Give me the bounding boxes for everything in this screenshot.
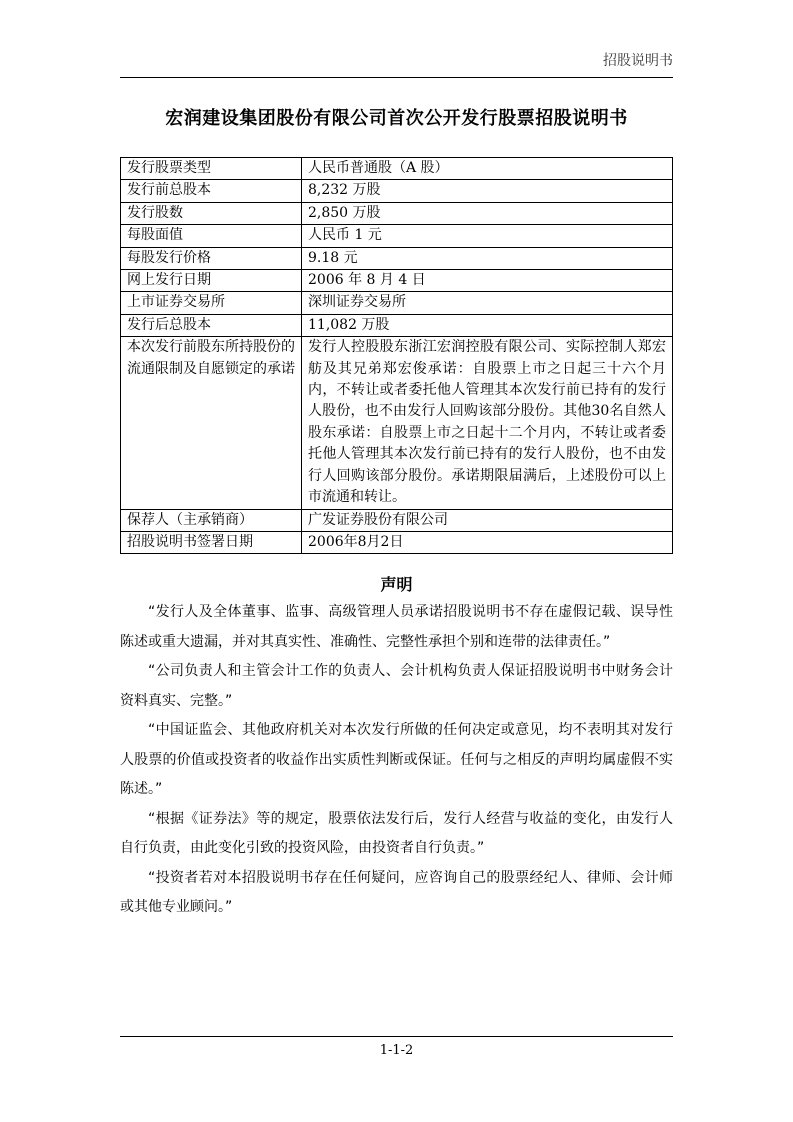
row-value: 人民币 1 元 — [302, 225, 673, 247]
statement-paragraph: “中国证监会、其他政府机关对本次发行所做的任何决定或意见，均不表明其对发行人股票的价值或投资者的收益作出实质性判断或保证。任何与之相反的声明均属虚假不实陈述。” — [120, 722, 673, 797]
footer-divider — [120, 1036, 673, 1037]
row-label: 发行股票类型 — [121, 158, 302, 180]
table-row — [121, 158, 673, 180]
header-divider — [120, 77, 673, 78]
running-header: 招股说明书 — [603, 53, 673, 69]
offering-summary-table — [120, 157, 673, 554]
row-label: 本次发行前股东所持股份的流通限制及自愿锁定的承诺 — [121, 337, 302, 509]
row-label: 发行股数 — [121, 202, 302, 224]
row-label: 发行后总股本 — [121, 314, 302, 336]
table-row — [121, 292, 673, 314]
row-label: 每股面值 — [121, 225, 302, 247]
row-value: 发行人控股股东浙江宏润控股有限公司、实际控制人郑宏舫及其兄弟郑宏俊承诺：自股票上市之日起三十六个月内，不转让或者委托他人管理其本次发行前已持有的发行人股份，也不由发行人回购该部分股份。其他30名自然人股东承诺：自股票上市之日起十二个月内，不转让或者委托他人管理其本次发行前已持有的发行人股份，也不由发行人回购该部分股份。承诺期限届满后，上述股份可以上市流通和转让。 — [302, 337, 673, 509]
statement-body — [120, 598, 673, 923]
table-row — [121, 180, 673, 202]
table-row — [121, 202, 673, 224]
table-row — [121, 509, 673, 531]
row-value: 2006 年 8 月 4 日 — [302, 270, 673, 292]
row-label: 网上发行日期 — [121, 270, 302, 292]
statement-paragraph: “根据《证券法》等的规定，股票依法发行后，发行人经营与收益的变化，由发行人自行负责，由此变化引致的投资风险，由投资者自行负责。” — [120, 810, 673, 856]
row-label: 每股发行价格 — [121, 247, 302, 269]
table-row — [121, 314, 673, 336]
document-title: 宏润建设集团股份有限公司首次公开发行股票招股说明书 — [165, 108, 628, 129]
row-label: 发行前总股本 — [121, 180, 302, 202]
row-value: 9.18 元 — [302, 247, 673, 269]
row-value: 深圳证券交易所 — [302, 292, 673, 314]
table-row — [121, 531, 673, 553]
row-value: 8,232 万股 — [302, 180, 673, 202]
table-row — [121, 337, 673, 509]
table-row — [121, 247, 673, 269]
row-label: 招股说明书签署日期 — [121, 531, 302, 553]
row-label: 保荐人（主承销商） — [121, 509, 302, 531]
row-value: 2,850 万股 — [302, 202, 673, 224]
statement-heading: 声明 — [380, 575, 413, 594]
row-value: 人民币普通股（A 股） — [302, 158, 673, 180]
row-label: 上市证券交易所 — [121, 292, 302, 314]
table-row — [121, 270, 673, 292]
row-value: 2006年8月2日 — [302, 531, 673, 553]
statement-paragraph: “发行人及全体董事、监事、高级管理人员承诺招股说明书不存在虚假记载、误导性陈述或重大遗漏，并对其真实性、准确性、完整性承担个别和连带的法律责任。” — [120, 604, 673, 650]
page-number: 1-1-2 — [379, 1043, 414, 1058]
row-value: 广发证券股份有限公司 — [302, 509, 673, 531]
table-row — [121, 225, 673, 247]
row-value: 11,082 万股 — [302, 314, 673, 336]
statement-paragraph: “公司负责人和主管会计工作的负责人、会计机构负责人保证招股说明书中财务会计资料真实、完整。” — [120, 663, 673, 709]
statement-paragraph: “投资者若对本招股说明书存在任何疑问，应咨询自己的股票经纪人、律师、会计师或其他专业顾问。” — [120, 869, 673, 915]
